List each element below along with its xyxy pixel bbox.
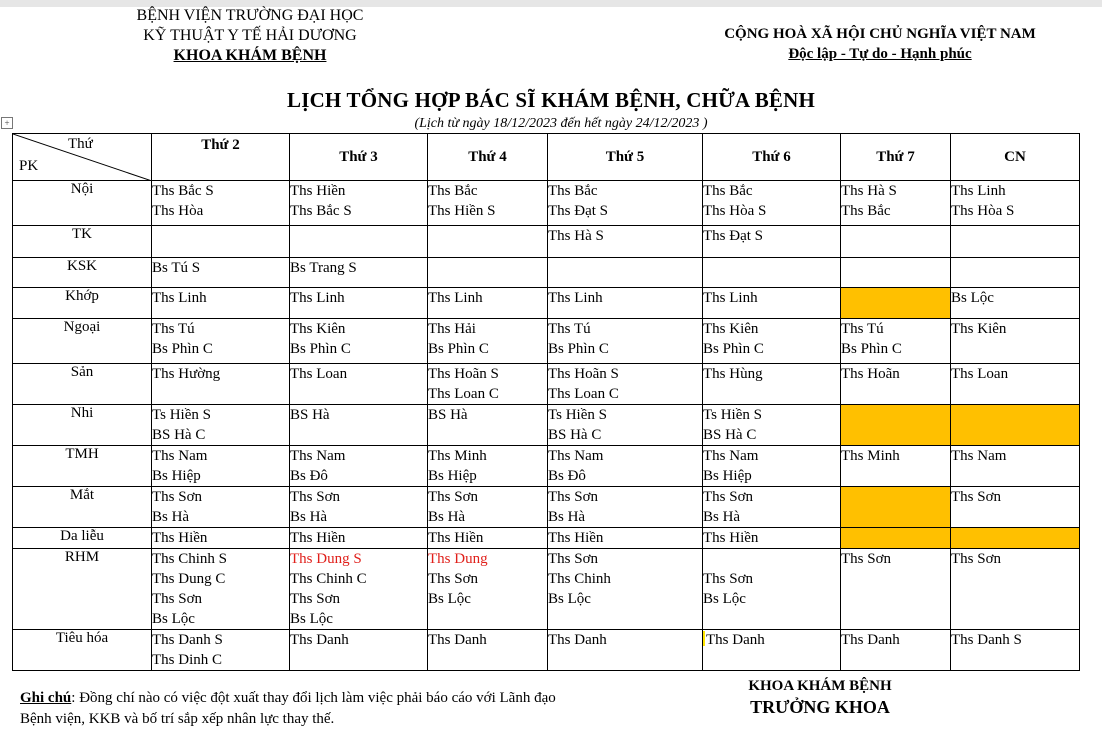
doctor-entry: Bs Phìn C xyxy=(841,341,902,357)
schedule-cell[interactable] xyxy=(548,487,703,528)
schedule-cell[interactable] xyxy=(548,446,703,487)
table-header-row xyxy=(13,134,1080,181)
schedule-cell[interactable] xyxy=(428,288,548,319)
schedule-cell[interactable] xyxy=(428,446,548,487)
national-motto: Độc lập - Tự do - Hạnh phúc xyxy=(788,46,972,62)
doctor-entry: Ths Nam xyxy=(703,448,759,464)
schedule-cell[interactable] xyxy=(548,288,703,319)
schedule-cell[interactable] xyxy=(152,226,290,258)
hospital-header xyxy=(80,6,420,66)
schedule-cell[interactable] xyxy=(841,226,951,258)
schedule-cell[interactable] xyxy=(152,258,290,288)
schedule-cell[interactable] xyxy=(290,364,428,405)
schedule-cell[interactable] xyxy=(951,319,1080,364)
schedule-cell[interactable] xyxy=(428,226,548,258)
schedule-cell[interactable] xyxy=(290,319,428,364)
schedule-cell[interactable] xyxy=(951,181,1080,226)
schedule-cell[interactable] xyxy=(548,528,703,549)
doctor-entry: Ths Hiền xyxy=(152,530,208,546)
doctor-entry: BS Hà xyxy=(428,407,468,423)
hospital-name-line1: BỆNH VIỆN TRƯỜNG ĐẠI HỌC xyxy=(136,7,364,24)
clinic-name-cell: Sản xyxy=(13,364,152,405)
doctor-entry: Ths Dung S xyxy=(290,551,362,567)
clinic-name-cell: TMH xyxy=(13,446,152,487)
note-label: Ghi chú xyxy=(20,690,72,706)
doctor-entry: Bs Hiệp xyxy=(703,468,752,484)
doctor-entry: Bs Hà xyxy=(152,509,190,525)
schedule-cell[interactable] xyxy=(548,258,703,288)
doctor-entry: Bs Hà xyxy=(548,509,586,525)
doctor-entry: Bs Lộc xyxy=(428,591,471,607)
schedule-cell[interactable] xyxy=(703,446,841,487)
schedule-cell[interactable] xyxy=(841,288,951,319)
doctor-entry: Bs Phìn C xyxy=(428,341,489,357)
schedule-cell[interactable] xyxy=(428,181,548,226)
schedule-cell[interactable] xyxy=(841,364,951,405)
doctor-entry: Ths Danh xyxy=(290,632,349,648)
schedule-cell[interactable] xyxy=(951,446,1080,487)
schedule-cell[interactable] xyxy=(703,288,841,319)
doctor-entry: Ths Kiên xyxy=(703,321,759,337)
doctor-entry: Ths Hoãn xyxy=(841,366,900,382)
schedule-cell[interactable] xyxy=(428,549,548,630)
day-header: Thứ 2 xyxy=(152,134,290,181)
doctor-entry: Ths Tú xyxy=(548,321,591,337)
doctor-entry: Bs Lộc xyxy=(703,591,746,607)
schedule-cell[interactable] xyxy=(951,630,1080,671)
signature-block xyxy=(700,678,940,718)
day-header: CN xyxy=(951,134,1080,181)
table-row xyxy=(13,226,1080,258)
doctor-entry: Bs Hà xyxy=(703,509,741,525)
doctor-entry: Bs Lộc xyxy=(290,611,333,627)
doctor-entry: Ths Dinh C xyxy=(152,652,223,668)
doctor-entry: Ths Bắc S xyxy=(152,183,214,199)
clinic-name-cell: Mắt xyxy=(13,487,152,528)
doctor-entry: Ts Hiền S xyxy=(548,407,607,423)
schedule-cell[interactable] xyxy=(548,181,703,226)
doctor-entry: Ths Hòa S xyxy=(703,203,767,219)
doctor-entry: Ts Hiền S xyxy=(703,407,762,423)
table-row xyxy=(13,364,1080,405)
table-row xyxy=(13,405,1080,446)
table-row xyxy=(13,446,1080,487)
note-block xyxy=(20,688,580,730)
schedule-cell[interactable] xyxy=(703,630,841,671)
doctor-entry: Ths Sơn xyxy=(428,489,479,505)
schedule-cell[interactable] xyxy=(428,319,548,364)
clinic-name-cell: Nhi xyxy=(13,405,152,446)
clinic-name-cell: TK xyxy=(13,226,152,258)
doctor-entry: Ths Sơn xyxy=(152,591,203,607)
schedule-cell[interactable] xyxy=(703,258,841,288)
clinic-name-cell: Da liễu xyxy=(13,528,152,549)
table-row xyxy=(13,319,1080,364)
signature-department: KHOA KHÁM BỆNH xyxy=(748,678,892,694)
doctor-entry: Ths Tú xyxy=(841,321,884,337)
doctor-entry: Bs Hiệp xyxy=(428,468,477,484)
doctor-entry: Bs Đô xyxy=(548,468,586,484)
clinic-name-cell: Nội xyxy=(13,181,152,226)
doctor-entry: Ths Hường xyxy=(152,366,221,382)
doctor-entry: Bs Hiệp xyxy=(152,468,201,484)
schedule-cell[interactable] xyxy=(841,258,951,288)
schedule-cell[interactable] xyxy=(152,364,290,405)
schedule-cell[interactable] xyxy=(290,258,428,288)
document-subtitle: (Lịch từ ngày 18/12/2023 đến hết ngày 24/12/2023 ) xyxy=(414,116,708,131)
doctor-entry: Ths Sơn xyxy=(428,571,479,587)
doctor-entry: Bs Phìn C xyxy=(290,341,351,357)
national-header xyxy=(680,24,1080,64)
doctor-entry: Ths Bắc xyxy=(841,203,891,219)
doctor-entry: Bs Lộc xyxy=(548,591,591,607)
schedule-cell[interactable] xyxy=(290,487,428,528)
doctor-entry: Ths Nam xyxy=(290,448,346,464)
doctor-entry: Ths Chinh C xyxy=(290,571,367,587)
doctor-entry: Ths Nam xyxy=(548,448,604,464)
doctor-entry: Ths Sơn xyxy=(951,551,1002,567)
schedule-cell[interactable] xyxy=(703,549,841,630)
doctor-entry: Ths Hà S xyxy=(841,183,897,199)
schedule-cell[interactable] xyxy=(152,528,290,549)
schedule-cell[interactable] xyxy=(548,226,703,258)
clinic-name-cell: RHM xyxy=(13,549,152,630)
doctor-entry: Ths Danh S xyxy=(152,632,223,648)
schedule-cell[interactable] xyxy=(951,528,1080,549)
doctor-entry: Ths Đạt S xyxy=(703,228,763,244)
doctor-entry: Ths Sơn xyxy=(703,489,754,505)
schedule-cell[interactable] xyxy=(841,487,951,528)
corner-label-day: Thứ xyxy=(68,136,93,152)
schedule-cell[interactable] xyxy=(152,288,290,319)
schedule-cell[interactable] xyxy=(428,528,548,549)
schedule-cell[interactable] xyxy=(548,405,703,446)
schedule-cell[interactable] xyxy=(841,630,951,671)
schedule-cell[interactable] xyxy=(290,549,428,630)
doctor-entry: Ths Bắc xyxy=(548,183,598,199)
doctor-entry: Bs Hà xyxy=(290,509,328,525)
schedule-cell[interactable] xyxy=(428,487,548,528)
schedule-cell[interactable] xyxy=(951,226,1080,258)
schedule-cell[interactable] xyxy=(951,364,1080,405)
doctor-entry: Bs Tú S xyxy=(152,260,201,276)
doctor-entry: Ths Nam xyxy=(152,448,208,464)
clinic-name-cell: Ngoại xyxy=(13,319,152,364)
schedule-cell[interactable] xyxy=(841,181,951,226)
doctor-entry: Bs Phìn C xyxy=(152,341,213,357)
doctor-entry: Ths Danh xyxy=(428,632,487,648)
schedule-cell[interactable] xyxy=(548,364,703,405)
day-header: Thứ 4 xyxy=(428,134,548,181)
doctor-entry: Ths Linh xyxy=(152,290,207,306)
highlight-mark xyxy=(703,631,705,646)
schedule-cell[interactable] xyxy=(841,528,951,549)
doctor-entry: Ths Dung xyxy=(428,551,488,567)
doctor-entry: Ths Nam xyxy=(951,448,1007,464)
schedule-cell[interactable] xyxy=(951,487,1080,528)
doctor-entry: Ths Hà S xyxy=(548,228,604,244)
table-row xyxy=(13,258,1080,288)
schedule-cell[interactable] xyxy=(548,549,703,630)
doctor-entry: BS Hà xyxy=(290,407,330,423)
doctor-entry: Ths Danh xyxy=(841,632,900,648)
table-body xyxy=(13,181,1080,671)
doctor-entry: Ths Chinh S xyxy=(152,551,228,567)
table-row xyxy=(13,288,1080,319)
doctor-entry: Ths Chinh xyxy=(548,571,611,587)
doctor-entry: Ts Hiền S xyxy=(152,407,211,423)
schedule-cell[interactable] xyxy=(152,487,290,528)
schedule-cell[interactable] xyxy=(428,258,548,288)
doctor-entry: Bs Đô xyxy=(290,468,328,484)
schedule-cell[interactable] xyxy=(428,630,548,671)
schedule-cell[interactable] xyxy=(703,181,841,226)
country-name: CỘNG HOÀ XÃ HỘI CHỦ NGHĨA VIỆT NAM xyxy=(724,26,1036,42)
doctor-entry: Ths Hiền xyxy=(290,530,346,546)
table-row xyxy=(13,630,1080,671)
schedule-cell[interactable] xyxy=(951,549,1080,630)
doctor-entry: Ths Sơn xyxy=(548,551,599,567)
doctor-entry: Ths Linh xyxy=(290,290,345,306)
note-text: : Đồng chí nào có việc đột xuất thay đổi lịch làm việc phải báo cáo với Lãnh đạo Bệnh viện, KKB và bố trí sắp xếp nhân lực thay thế. xyxy=(20,690,556,727)
document-title: LỊCH TỔNG HỢP BÁC SĨ KHÁM BỆNH, CHỮA BỆNH xyxy=(286,88,816,112)
schedule-cell[interactable] xyxy=(290,181,428,226)
doctor-entry: Ths Loan C xyxy=(428,386,499,402)
doctor-entry: Ths Tú xyxy=(152,321,195,337)
doctor-entry: Ths Hoãn S xyxy=(428,366,499,382)
schedule-cell[interactable] xyxy=(841,405,951,446)
schedule-cell[interactable] xyxy=(290,446,428,487)
doctor-entry: Ths Sơn xyxy=(290,591,341,607)
doctor-entry: Ths Loan C xyxy=(548,386,619,402)
doctor-entry: Ths Danh xyxy=(548,632,607,648)
doctor-entry: Ths Hiền xyxy=(703,530,759,546)
schedule-cell[interactable] xyxy=(951,405,1080,446)
doctor-entry: Ths Hòa xyxy=(152,203,204,219)
schedule-cell[interactable] xyxy=(548,319,703,364)
doctor-entry: Bs Trang S xyxy=(290,260,357,276)
doctor-entry: Ths Bắc xyxy=(428,183,478,199)
doctor-entry: Ths Bắc S xyxy=(290,203,352,219)
schedule-cell[interactable] xyxy=(703,487,841,528)
schedule-cell[interactable] xyxy=(428,364,548,405)
signature-title: TRƯỞNG KHOA xyxy=(750,697,890,717)
schedule-cell[interactable] xyxy=(290,528,428,549)
schedule-cell[interactable] xyxy=(152,319,290,364)
doctor-entry: Ths Sơn xyxy=(703,571,754,587)
schedule-cell[interactable] xyxy=(548,630,703,671)
schedule-cell[interactable] xyxy=(841,446,951,487)
hospital-name-line2: KỸ THUẬT Y TẾ HẢI DƯƠNG xyxy=(143,27,357,44)
day-header: Thứ 7 xyxy=(841,134,951,181)
schedule-table xyxy=(12,133,1080,671)
department-name: KHOA KHÁM BỆNH xyxy=(173,47,327,64)
schedule-cell[interactable] xyxy=(703,319,841,364)
doctor-entry: Ths Loan xyxy=(290,366,348,382)
schedule-cell[interactable] xyxy=(290,226,428,258)
schedule-cell[interactable] xyxy=(290,630,428,671)
schedule-cell[interactable] xyxy=(152,630,290,671)
doctor-entry: Bs Phìn C xyxy=(703,341,764,357)
doctor-entry: Ths Dung C xyxy=(152,571,226,587)
doctor-entry: BS Hà C xyxy=(152,427,206,443)
doctor-entry: Ths Minh xyxy=(428,448,487,464)
clinic-name-cell: Tiêu hóa xyxy=(13,630,152,671)
doctor-entry: Ths Đạt S xyxy=(548,203,608,219)
clinic-name-cell: KSK xyxy=(13,258,152,288)
doctor-entry: Ths Sơn xyxy=(290,489,341,505)
doctor-entry: Ths Hiền xyxy=(548,530,604,546)
doctor-entry: Ths Linh xyxy=(951,183,1006,199)
doctor-entry: Ths Sơn xyxy=(548,489,599,505)
doctor-entry: Ths Linh xyxy=(428,290,483,306)
table-row xyxy=(13,528,1080,549)
schedule-cell[interactable] xyxy=(290,288,428,319)
schedule-cell[interactable] xyxy=(703,405,841,446)
table-move-handle-icon[interactable]: + xyxy=(1,117,13,129)
schedule-cell[interactable] xyxy=(152,549,290,630)
doctor-entry: Bs Lộc xyxy=(951,290,994,306)
day-header: Thứ 5 xyxy=(548,134,703,181)
schedule-cell[interactable] xyxy=(703,364,841,405)
doctor-entry: Bs Phìn C xyxy=(548,341,609,357)
doctor-entry: Bs Lộc xyxy=(152,611,195,627)
doctor-entry-text: Ths Danh xyxy=(706,632,765,648)
doctor-entry: Ths Loan xyxy=(951,366,1009,382)
day-header: Thứ 3 xyxy=(290,134,428,181)
doctor-entry: Bs Hà xyxy=(428,509,466,525)
doctor-entry: BS Hà C xyxy=(548,427,602,443)
schedule-cell[interactable] xyxy=(152,181,290,226)
doctor-entry: Ths Sơn xyxy=(841,551,892,567)
doctor-entry: Ths Linh xyxy=(703,290,758,306)
schedule-cell[interactable] xyxy=(703,528,841,549)
schedule-cell[interactable] xyxy=(841,549,951,630)
doctor-entry: Ths Danh S xyxy=(951,632,1022,648)
table-row xyxy=(13,487,1080,528)
doctor-entry: Ths Minh xyxy=(841,448,900,464)
doctor-entry: Ths Sơn xyxy=(152,489,203,505)
corner-label-clinic: PK xyxy=(19,158,39,174)
table-row xyxy=(13,549,1080,630)
schedule-cell[interactable] xyxy=(703,226,841,258)
doctor-entry: Ths Linh xyxy=(548,290,603,306)
doctor-entry: Ths Hoãn S xyxy=(548,366,619,382)
doctor-entry: Ths Kiên xyxy=(290,321,346,337)
doctor-entry: Ths Hòa S xyxy=(951,203,1015,219)
table-row xyxy=(13,181,1080,226)
schedule-cell[interactable] xyxy=(152,446,290,487)
doctor-entry: BS Hà C xyxy=(703,427,757,443)
doctor-entry: Ths Bắc xyxy=(703,183,753,199)
doctor-entry xyxy=(703,549,840,569)
doctor-entry xyxy=(703,630,840,650)
schedule-cell[interactable] xyxy=(951,258,1080,288)
day-header: Thứ 6 xyxy=(703,134,841,181)
doctor-entry: Ths Sơn xyxy=(951,489,1002,505)
doctor-entry: Ths Hiền xyxy=(428,530,484,546)
doctor-entry: Ths Kiên xyxy=(951,321,1007,337)
schedule-cell[interactable] xyxy=(152,405,290,446)
schedule-cell[interactable] xyxy=(428,405,548,446)
doctor-entry: Ths Hiền S xyxy=(428,203,496,219)
schedule-cell[interactable] xyxy=(290,405,428,446)
doctor-entry: Ths Hải xyxy=(428,321,476,337)
doctor-entry: Ths Hùng xyxy=(703,366,763,382)
doctor-entry: Ths Hiền xyxy=(290,183,346,199)
schedule-cell[interactable] xyxy=(951,288,1080,319)
schedule-cell[interactable] xyxy=(841,319,951,364)
corner-header-cell xyxy=(13,134,152,181)
clinic-name-cell: Khớp xyxy=(13,288,152,319)
